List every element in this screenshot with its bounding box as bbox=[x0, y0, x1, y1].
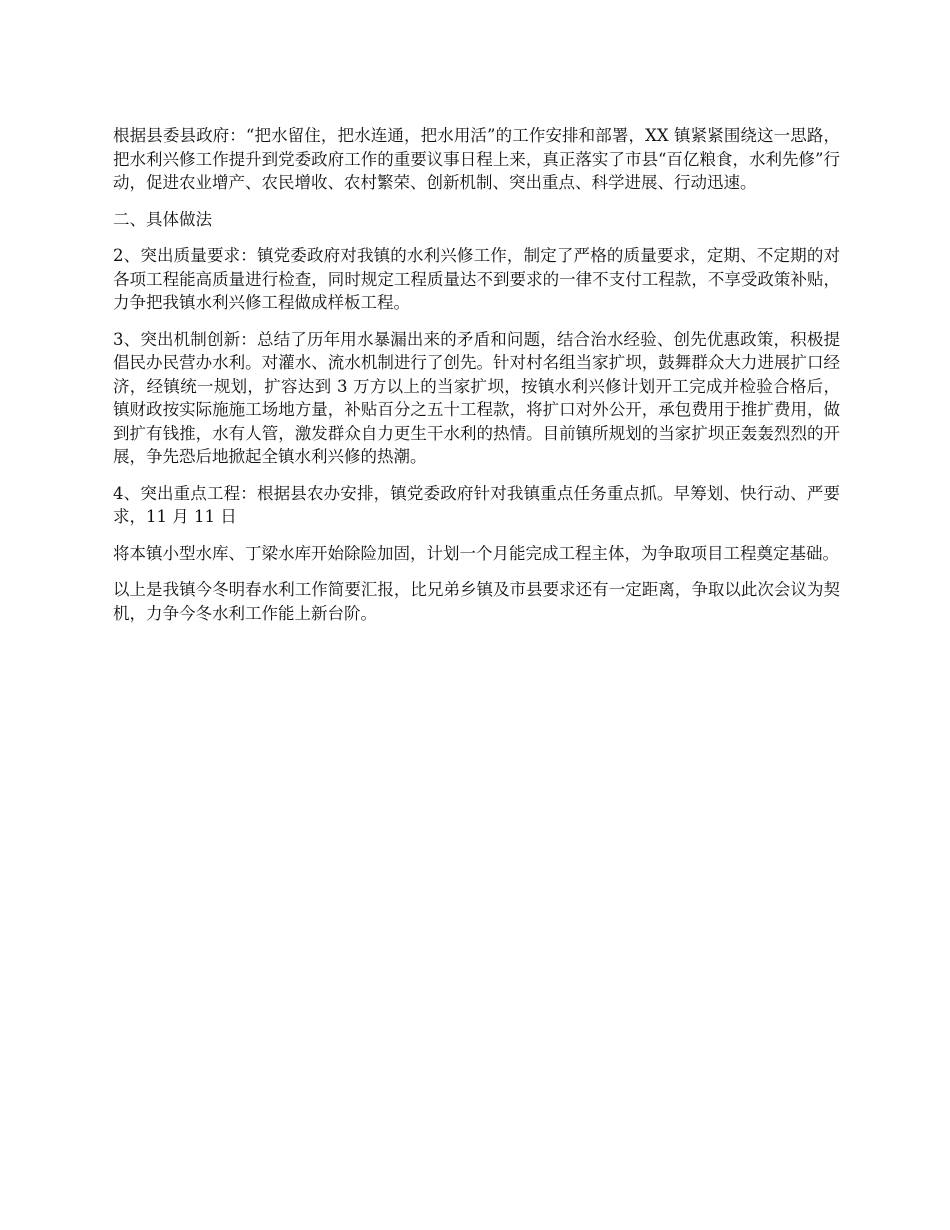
paragraph-reservoir: 将本镇小型水库、丁梁水库开始除险加固，计划一个月能完成工程主体，为争取项目工程奠定基础。 bbox=[113, 543, 839, 563]
paragraph-quality: 2、突出质量要求：镇党委政府对我镇的水利兴修工作，制定了严格的质量要求，定期、不定期的对各项工程能高质量进行检查，同时规定工程质量达不到要求的一律不支付工程款，不享受政策补贴，力争把我镇水利兴修工程做成样板工程。 bbox=[113, 246, 840, 312]
section-heading: 二、具体做法 bbox=[113, 209, 212, 229]
paragraph-key-projects: 4、突出重点工程：根据县农办安排，镇党委政府针对我镇重点任务重点抓。早筹划、快行动、严要求，11 月 11 日 bbox=[113, 483, 840, 526]
document-body bbox=[113, 124, 840, 638]
intro-paragraph: 根据县委县政府：“把水留住，把水连通，把水用活”的工作安排和部署，XX 镇紧紧围绕这一思路，把水利兴修工作提升到党委政府工作的重要议事日程上来，真正落实了市县“百亿粮食，水利先修”行动，促进农业增产、农民增收、农村繁荣、创新机制、突出重点、科学进展、行动迅速。 bbox=[113, 126, 840, 192]
paragraph-conclusion: 以上是我镇今冬明春水利工作简要汇报，比兄弟乡镇及市县要求还有一定距离，争取以此次会议为契机，力争今冬水利工作能上新台阶。 bbox=[113, 580, 840, 623]
paragraph-mechanism: 3、突出机制创新：总结了历年用水暴漏出来的矛盾和问题，结合治水经验、创先优惠政策，积极提倡民办民营办水利。对灌水、流水机制进行了创先。针对村名组当家扩坝，鼓舞群众大力进展扩口经济，经镇统一规划，扩容达到 3 万方以上的当家扩坝，按镇水利兴修计划开工完成并检验合格后，镇财政按实际施施工场地方量，补贴百分之五十工程款，将扩口对外公开，承包费用于推扩费用，做到扩有钱推，水有人管，激发群众自力更生干水利的热情。目前镇所规划的当家扩坝正轰轰烈烈的开展，争先恐后地掀起全镇水利兴修的热潮。 bbox=[113, 329, 840, 466]
